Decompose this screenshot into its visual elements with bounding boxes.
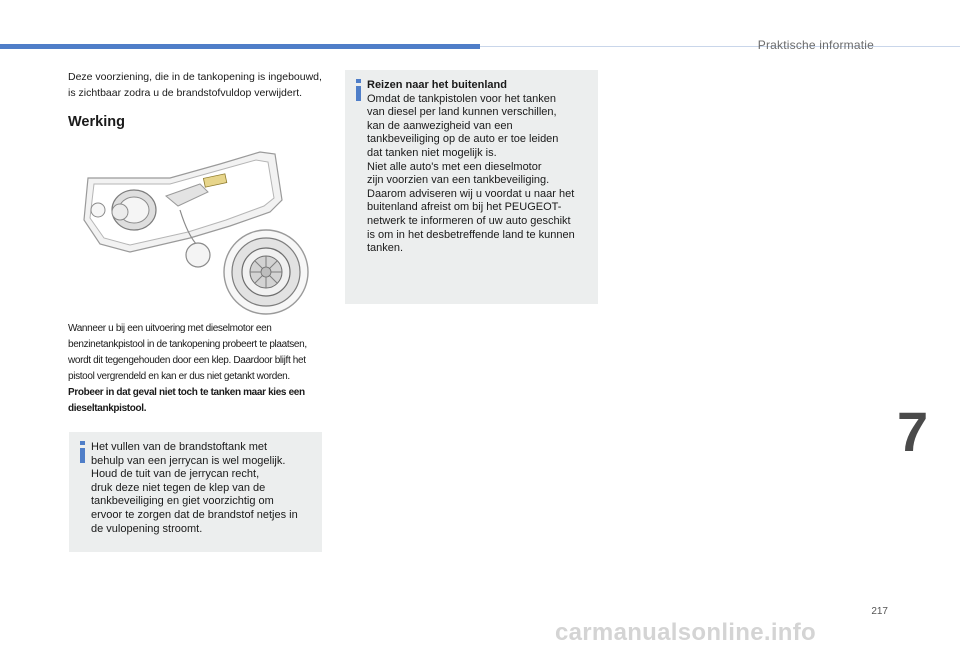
paragraph-line: wordt dit tegengehouden door een klep. Daardoor blijft het xyxy=(68,355,306,366)
paragraph-line: benzinetankpistool in de tankopening probeert te plaatsen, xyxy=(68,339,307,350)
header-accent-bar xyxy=(0,44,480,49)
info-icon-stem xyxy=(356,86,361,101)
info-icon xyxy=(354,79,363,101)
operation-paragraph xyxy=(68,321,330,417)
info-line: druk deze niet tegen de klep van de xyxy=(91,481,266,494)
info-line: dat tanken niet mogelijk is. xyxy=(367,146,497,159)
info-line: is om in het desbetreffende land te kunnen xyxy=(367,228,575,241)
abroad-info-text xyxy=(367,79,575,256)
info-line: Houd de tuit van de jerrycan recht, xyxy=(91,468,260,481)
paragraph-line: Wanneer u bij een uitvoering met dieselmotor een xyxy=(68,323,272,334)
paragraph-bold-line: Probeer in dat geval niet toch te tanken maar kies een xyxy=(68,387,305,398)
page-number: 217 xyxy=(871,606,888,617)
info-icon-stem xyxy=(80,448,85,463)
info-line: ervoor te zorgen dat de brandstof netjes in xyxy=(91,508,298,521)
intro-line: is zichtbaar zodra u de brandstofvuldop verwijdert. xyxy=(68,87,303,99)
chapter-title: Praktische informatie xyxy=(757,38,874,52)
watermark: carmanualsonline.info xyxy=(555,619,817,646)
info-line: de vulopening stroomt. xyxy=(91,522,203,535)
info-line: netwerk te informeren of uw auto geschikt xyxy=(367,214,571,227)
info-line: van diesel per land kunnen verschillen, xyxy=(367,106,557,119)
abroad-info-box xyxy=(345,70,598,304)
info-icon-dot xyxy=(356,79,361,83)
header-divider xyxy=(480,46,960,47)
info-line: tanken. xyxy=(367,242,404,255)
paragraph-bold-line: dieseltankpistool. xyxy=(68,403,147,414)
fuel-filler-diagram xyxy=(70,140,320,318)
info-line: tankbeveiliging op de auto er toe leiden xyxy=(367,133,559,146)
info-line: Het vullen van de brandstoftank met xyxy=(91,441,268,453)
info-line: Niet alle auto's met een dieselmotor xyxy=(367,160,542,173)
intro-paragraph xyxy=(68,69,330,101)
intro-line: Deze voorziening, die in de tankopening is ingebouwd, xyxy=(68,71,322,83)
fuel-filler-illustration xyxy=(70,140,320,318)
info-icon-dot xyxy=(80,441,85,445)
info-line: Omdat de tankpistolen voor het tanken xyxy=(367,92,556,105)
info-line: Daarom adviseren wij u voordat u naar het xyxy=(367,187,575,200)
info-line: zijn voorzien van een tankbeveiliging. xyxy=(367,174,550,187)
info-line: buitenland afreist om bij het PEUGEOT- xyxy=(367,201,562,214)
jerrycan-info-text xyxy=(91,441,298,536)
info-line: behulp van een jerrycan is wel mogelijk. xyxy=(91,454,286,467)
info-line: tankbeveiliging en giet voorzichtig om xyxy=(91,495,274,508)
paragraph-line: pistool vergrendeld en kan er dus niet getankt worden. xyxy=(68,371,290,382)
jerrycan-info-box xyxy=(69,432,322,552)
section-heading: Werking xyxy=(68,114,125,130)
info-box-title: Reizen naar het buitenland xyxy=(367,79,507,91)
chapter-number: 7 xyxy=(897,400,929,463)
info-icon xyxy=(78,441,87,463)
info-line: kan de aanwezigheid van een xyxy=(367,119,513,132)
